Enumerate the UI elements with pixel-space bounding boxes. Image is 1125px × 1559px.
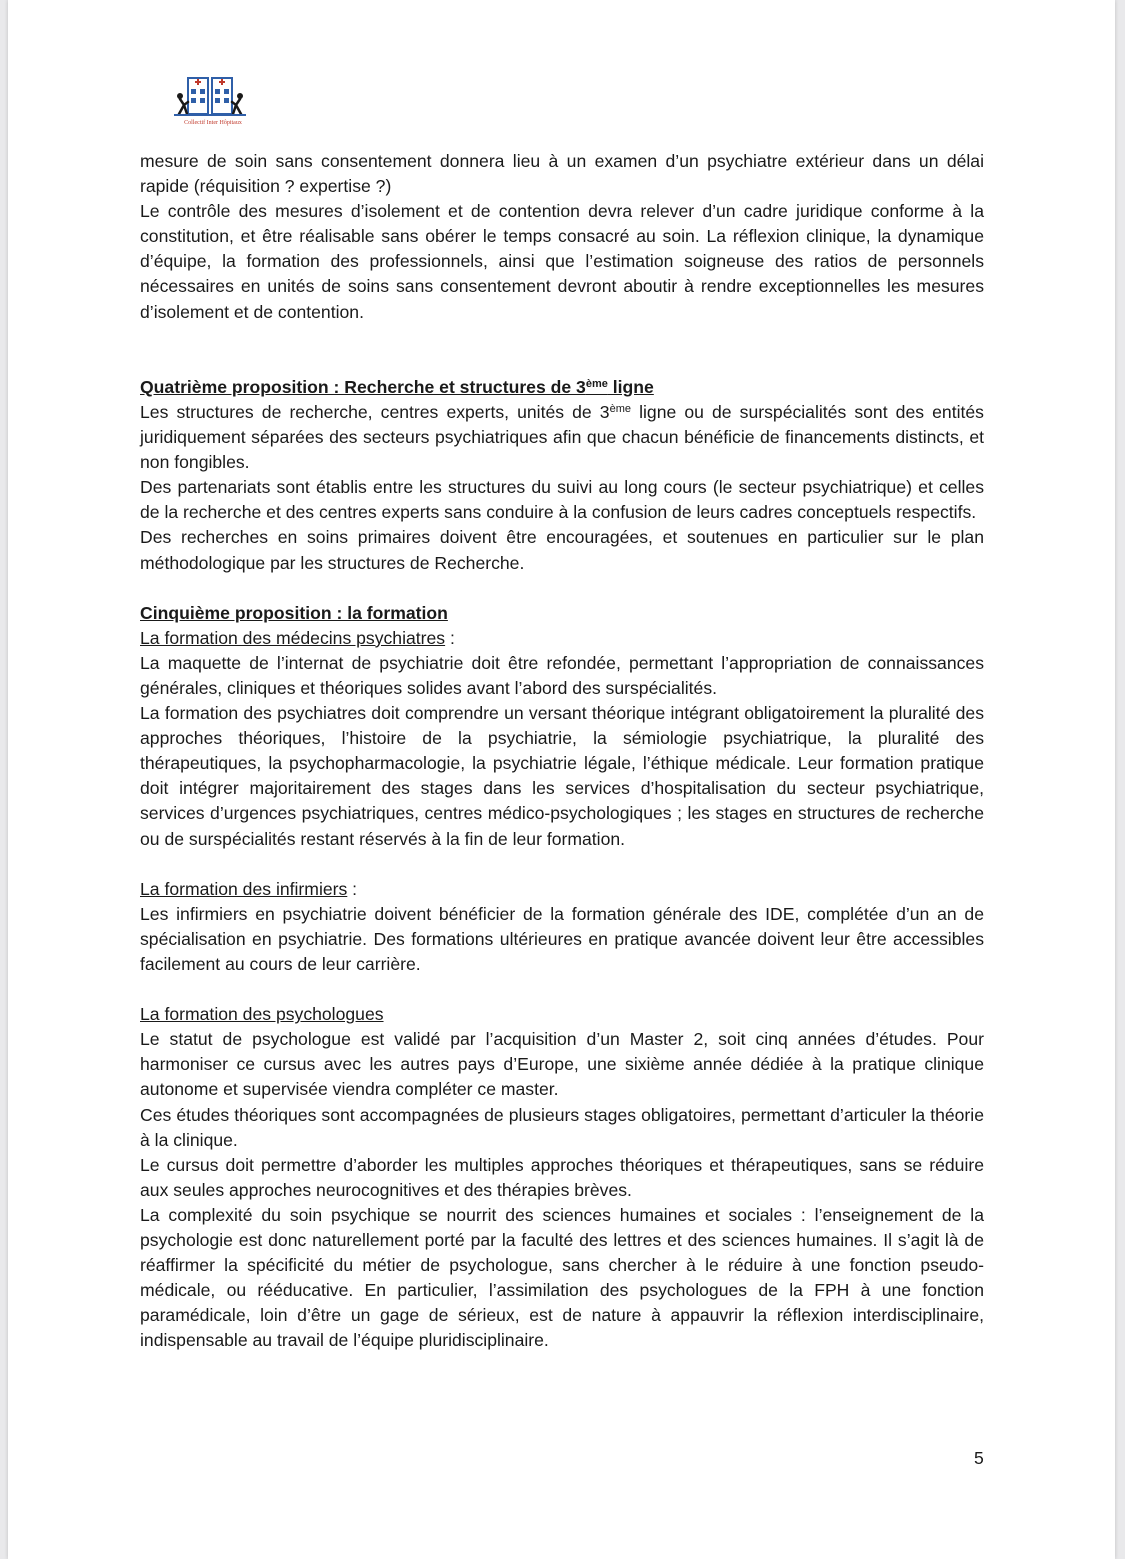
section-4-heading: Quatrième proposition : Recherche et structures de 3ème ligne <box>140 376 654 397</box>
psychologues-paragraph-2: Ces études théoriques sont accompagnées de plusieurs stages obligatoires, permettant d’articuler la théorie à la clinique. <box>140 1104 984 1150</box>
document-body <box>140 149 984 1354</box>
psychologues-paragraph-4: La complexité du soin psychique se nourrit des sciences humaines et sociales : l’enseignement de la psychologie est donc naturellement porté par la faculté des lettres et des sciences humaines. Il s’agit là de réaffirmer la spécificité du métier de psychologue, sans chercher à le réduire à une fonction pseudo-médicale, ou rééducative. En particulier, l’assimilation des psychologues de la FPH à une fonction paramédicale, loin d’être un gage de sérieux, est de nature à appauvrir la réflexion interdisciplinaire, indispensable au travail de l’équipe pluridisciplinaire. <box>140 1204 984 1351</box>
intro-paragraph-2: Le contrôle des mesures d’isolement et de contention devra relever d’un cadre juridique conforme à la constitution, et être réalisable sans obérer le temps consacré au soin. La réflexion clinique, la dynamique d’équipe, la formation des professionnels, ainsi que l’estimation soigneuse des ratios de personnels nécessaires en unités de soins sans consentement devront aboutir à rendre exceptionnelles les mesures d’isolement et de contention. <box>140 201 984 322</box>
medecins-paragraph-2: La formation des psychiatres doit comprendre un versant théorique intégrant obligatoirement la pluralité des approches théoriques, l’histoire de la psychiatrie, la sémiologie psychiatrique, la pluralité des thérapeutiques, la psychopharmacologie, la psychiatrie légale, l’éthique médicale. Leur formation pratique doit intégrer majoritairement des stages dans les services d’hospitalisation du secteur psychiatrique, services d’urgences psychiatriques, centres médico-psychologiques ; les stages en structures de recherche ou de surspécialités restant réservés à la fin de leur formation. <box>140 703 984 849</box>
section-4-paragraph-2: Des partenariats sont établis entre les structures du suivi au long cours (le secteur psychiatrique) et celles de la recherche et des centres experts sans conduire à la confusion de leurs cadres conceptuels respectifs. <box>140 477 984 523</box>
section-4-paragraph-3: Des recherches en soins primaires doivent être encouragées, et soutenues en particulier sur le plan méthodologique par les structures de Recherche. <box>140 527 984 573</box>
spacer <box>140 576 984 601</box>
document-page <box>8 0 1115 1559</box>
intro-paragraph-1: mesure de soin sans consentement donnera lieu à un examen d’un psychiatre extérieur dans un délai rapide (réquisition ? expertise ?) <box>140 151 984 197</box>
spacer <box>140 977 984 1002</box>
section-4-paragraph-1: Les structures de recherche, centres experts, unités de 3ème ligne ou de surspécialités sont des entités juridiquement séparées des secteurs psychiatriques afin que chacun bénéficie de financements distincts, et non fongibles. <box>140 401 984 473</box>
infirmiers-subheading: La formation des infirmiers : <box>140 878 358 899</box>
medecins-subheading: La formation des médecins psychiatres : <box>140 627 455 648</box>
spacer <box>140 852 984 877</box>
page-number: 5 <box>974 1448 984 1468</box>
section-5-heading: Cinquième proposition : la formation <box>140 602 448 623</box>
psychologues-subheading: La formation des psychologues <box>140 1004 384 1025</box>
psychologues-paragraph-1: Le statut de psychologue est validé par l’acquisition d’un Master 2, soit cinq années d’études. Pour harmoniser ce cursus avec les autres pays d’Europe, une sixième année dédiée à la pratique clinique autonome et supervisée viendra compléter ce master. <box>140 1029 984 1100</box>
medecins-paragraph-1: La maquette de l’internat de psychiatrie doit être refondée, permettant l’appropriation de connaissances générales, cliniques et théoriques solides avant l’abord des surspécialités. <box>140 652 984 698</box>
psychologues-paragraph-3: Le cursus doit permettre d’aborder les multiples approches théoriques et thérapeutiques, sans se réduire aux seules approches neurocognitives et des thérapies brèves. <box>140 1154 984 1200</box>
infirmiers-paragraph-1: Les infirmiers en psychiatrie doivent bénéficier de la formation générale des IDE, complétée d’un an de spécialisation en psychiatrie. Des formations ultérieures en pratique avancée doivent leur être accessibles facilement au cours de leur carrière. <box>140 903 984 974</box>
spacer <box>140 325 984 375</box>
logo-caption: Collectif Inter Hôpitaux <box>184 120 242 126</box>
